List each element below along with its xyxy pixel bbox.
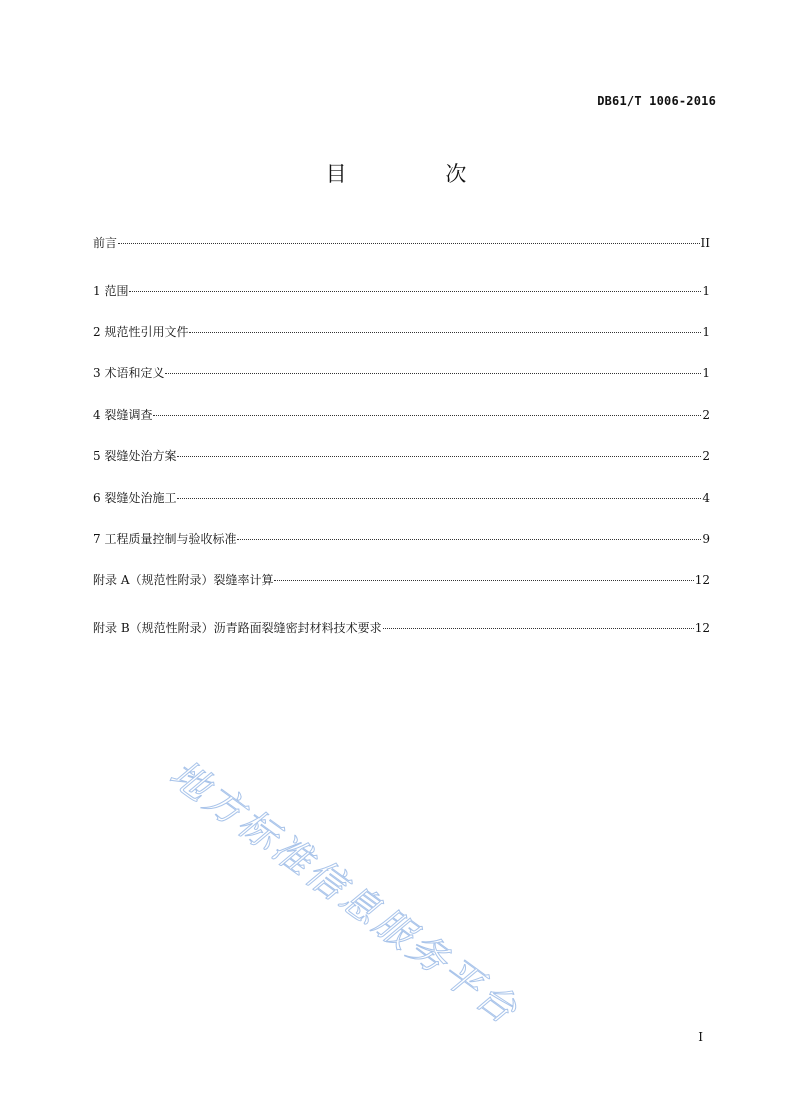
toc-entry-crack-treatment-construction[interactable] xyxy=(93,491,710,505)
toc-entry-page: 4 xyxy=(702,491,710,505)
watermark: 地方标准信息服务平台 xyxy=(161,751,528,1034)
toc-title: 目 次 xyxy=(325,162,513,186)
dot-leader xyxy=(165,373,701,374)
dot-leader xyxy=(237,539,701,540)
dot-leader xyxy=(177,498,701,499)
toc-entry-appendix-a[interactable] xyxy=(93,573,710,587)
toc-entry-label: 附录 B（规范性附录）沥青路面裂缝密封材料技术要求 xyxy=(93,621,382,635)
toc-entry-crack-treatment-plan[interactable] xyxy=(93,449,710,463)
toc-entry-foreword[interactable] xyxy=(93,236,710,250)
toc-entry-label: 附录 A（规范性附录）裂缝率计算 xyxy=(93,573,274,587)
dot-leader xyxy=(383,628,694,629)
toc-entry-normative-references[interactable] xyxy=(93,325,710,339)
toc-entry-label: 7 工程质量控制与验收标准 xyxy=(93,532,237,546)
toc-entry-terms-definitions[interactable] xyxy=(93,366,710,380)
toc-entry-label: 6 裂缝处治施工 xyxy=(93,491,177,505)
document-code: DB61/T 1006-2016 xyxy=(597,94,716,108)
toc-entry-page: 2 xyxy=(702,449,710,463)
toc-entry-page: 12 xyxy=(694,573,710,587)
toc-entry-label: 1 范围 xyxy=(93,284,129,298)
dot-leader xyxy=(274,580,693,581)
toc-entry-crack-survey[interactable] xyxy=(93,408,710,422)
toc-entry-label: 2 规范性引用文件 xyxy=(93,325,189,339)
page-number: I xyxy=(698,1030,703,1044)
toc-entry-page: 1 xyxy=(702,325,710,339)
toc-entry-quality-control[interactable] xyxy=(93,532,710,546)
toc-entry-page: 1 xyxy=(702,366,710,380)
toc-entry-label: 4 裂缝调查 xyxy=(93,408,153,422)
dot-leader xyxy=(118,243,700,244)
toc-entry-page: 2 xyxy=(702,408,710,422)
toc-entry-label: 3 术语和定义 xyxy=(93,366,165,380)
toc-entry-page: 9 xyxy=(702,532,710,546)
toc-entry-label: 5 裂缝处治方案 xyxy=(93,449,177,463)
dot-leader xyxy=(153,415,701,416)
dot-leader xyxy=(129,291,701,292)
dot-leader xyxy=(189,332,701,333)
toc-entry-page: II xyxy=(700,236,710,250)
toc-entry-appendix-b[interactable] xyxy=(93,621,710,635)
toc-entry-page: 1 xyxy=(702,284,710,298)
toc-entry-label: 前言 xyxy=(93,236,118,250)
toc-entry-scope[interactable] xyxy=(93,284,710,298)
toc-entry-page: 12 xyxy=(694,621,710,635)
dot-leader xyxy=(177,456,701,457)
